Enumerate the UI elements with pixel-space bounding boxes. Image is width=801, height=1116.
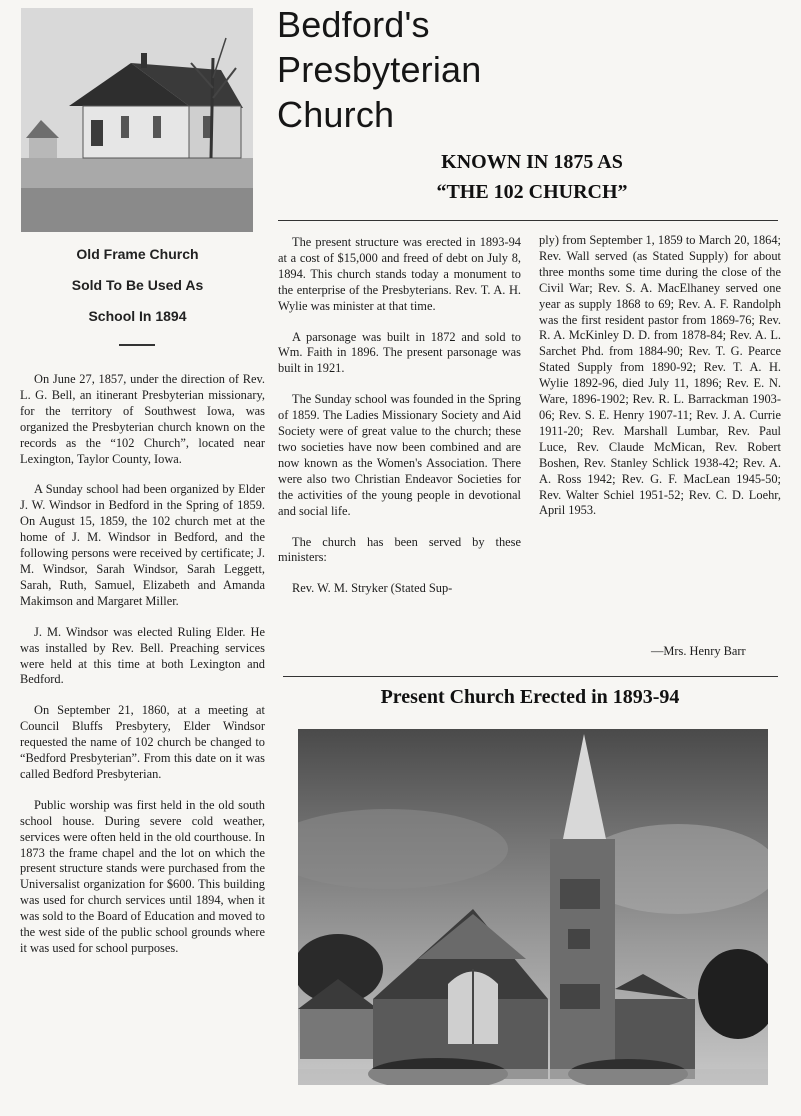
article-column-3 (539, 233, 781, 534)
subheadline-line-1: KNOWN IN 1875 AS (441, 151, 623, 173)
left-heading-line-3: School In 1894 (88, 308, 187, 324)
left-heading-line-2: Sold To Be Used As (71, 277, 204, 293)
headline-line-1: Bedford's (277, 4, 430, 45)
paragraph: On June 27, 1857, under the direction of Rev. L. G. Bell, an itinerant Presbyterian missionary, for the territory of Southwest Iowa, was organized the Presbyterian church known on the records as the “102 Church”, located near Lexington, Taylor County, Iowa. (20, 372, 265, 466)
header-divider (278, 220, 778, 221)
headline-line-2: Presbyterian (277, 49, 482, 90)
paragraph: On September 21, 1860, at a meeting at Council Bluffs Presbytery, Elder Windsor requested the name of 102 church be changed to “Bedford Presbyterian”. From this date on it was called Bedford Presbyterian. (20, 703, 265, 781)
left-heading (30, 239, 245, 332)
paragraph: J. M. Windsor was elected Ruling Elder. He was installed by Rev. Bell. Preaching services were held at this time at both Lexington and Bedford. (20, 624, 265, 687)
article-column-2 (278, 235, 521, 612)
section-divider (283, 676, 778, 677)
subheadline (392, 147, 672, 207)
headline (277, 2, 482, 137)
paragraph: A Sunday school had been organized by Elder J. W. Windsor in Bedford in the Spring of 1859. On August 15, 1859, the 102 church met at the home of J. M. Windsor in Bedford, and the following persons were received by certificate; J. M. Windsor, Sarah Windsor, Sarah Leggett, Sarah, Ruth, Samuel, Elizabeth and Amanda Makimson and Margaret Miller. (20, 482, 265, 608)
paragraph: ply) from September 1, 1859 to March 20, 1864; Rev. Wall served (as Stated Supply) for about three months some time during the close of the Civil War; Rev. S. A. MacElhaney served one year as supply 1868 to 69; Rev. A. F. Randolph was the first resident pastor from 1869-76; Rev. R. A. McKinley D. D. from 1878-84; Rev. A. L. Sarchet Phd. from 1884-90; Rev. T. G. Pearce Stated Supply from 1890-92; Rev. T. A. H. Wylie 1892-96, died July 11, 1896; Rev. E. N. Ware, 1896-1902; Rev. R. L. Barrackman 1903-06; Rev. S. E. Henry 1907-11; Rev. J. A. Currie 1911-20; Rev. Marshall Lumbar, Rev. Paul Luce, Rev. Claude McMican, Rev. Robert Boshen, Rev. Stanley Schlick 1938-42; Rev. A. A. Ross 1942; Rev. G. F. MacLean 1945-50; Rev. Walter Schiel 1951-52; Rev. C. D. Loehr, April 1953. (539, 233, 781, 518)
paragraph: The church has been served by these ministers: (278, 534, 521, 565)
present-church-photo (298, 729, 768, 1085)
short-divider (119, 344, 155, 346)
paragraph: Rev. W. M. Stryker (Stated Sup- (292, 581, 453, 596)
subheadline-line-2: “THE 102 CHURCH” (436, 181, 628, 203)
photo-heading: Present Church Erected in 1893-94 (380, 686, 680, 708)
paragraph: The present structure was erected in 1893-94 at a cost of $15,000 and freed of debt on July 8, 1894. This church stands today a monument to the enterprise of the Presbyterians. Rev. T. A. H. Wylie was minister at that time. (278, 235, 521, 313)
paragraph: Public worship was first held in the old south school house. During severe cold weather, services were often held in the old courthouse. In 1873 the frame chapel and the lot on which the present structure stands were purchased from the Universalist organization for $600. This building was used for church services until 1894, when it was sold to the Board of Education and moved to the west side of the public school grounds where it was used for school purposes. (20, 797, 265, 955)
article-column-1 (20, 372, 265, 972)
old-frame-church-photo (21, 8, 253, 232)
author-signature: —Mrs. Henry Barr (651, 644, 746, 658)
left-heading-line-1: Old Frame Church (76, 246, 199, 262)
paragraph: A parsonage was built in 1872 and sold to Wm. Faith in 1896. The present parsonage was built in 1921. (278, 329, 521, 376)
paragraph: The Sunday school was founded in the Spring of 1859. The Ladies Missionary Society and Aid Society were of great value to the church; these two societies have now been combined and are now known as the Women's Association. There were also two Christian Endeavor Societies for the activities of the young people in devotional and social life. (278, 392, 521, 518)
headline-line-3: Church (277, 94, 395, 135)
